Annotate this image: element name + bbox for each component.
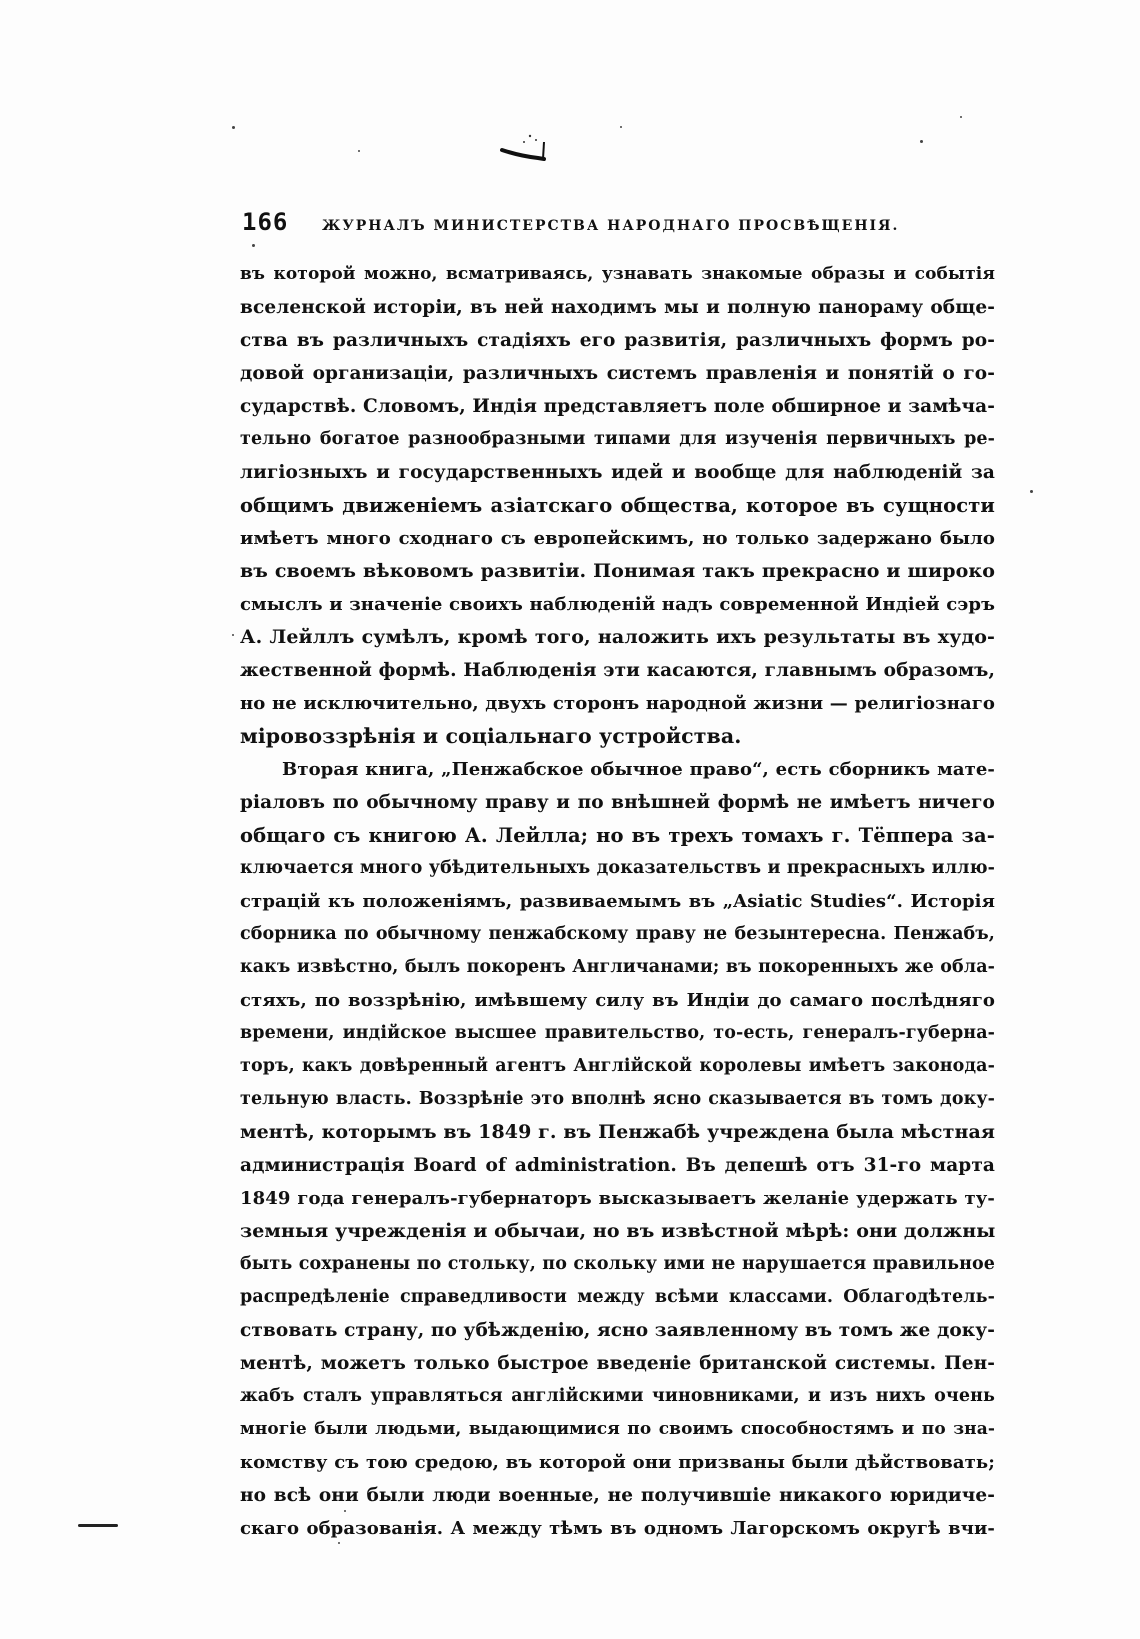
text-line: скаго образованія. А между тѣмъ въ одномъ Лагорскомъ округѣ вчи- <box>240 1518 995 1539</box>
scan-speck <box>252 244 255 247</box>
text-line: ментѣ, можетъ только быстрое введеніе британской системы. Пен- <box>240 1353 995 1374</box>
scan-speck <box>358 150 360 152</box>
page-header <box>242 208 992 238</box>
scan-speck <box>620 126 622 128</box>
text-line: общаго съ книгою А. Лейлла; но въ трехъ томахъ г. Тёппера за- <box>240 824 995 847</box>
text-line: торъ, какъ довѣренный агентъ Англійской королевы имѣетъ законода- <box>240 1056 995 1076</box>
running-head: ЖУРНАЛЪ МИНИСТЕРСТВА НАРОДНАГО ПРОСВѢЩЕНІЯ. <box>322 218 900 234</box>
text-line: комству съ тою средою, въ которой они призваны были дѣйствовать; <box>240 1452 995 1473</box>
paragraph-start: Вторая книга, „Пенжабское обычное право“, есть сборникъ мате- <box>282 759 995 780</box>
text-line: сударствѣ. Словомъ, Индія представляетъ поле обширное и замѣча- <box>240 396 995 417</box>
text-line: какъ извѣстно, былъ покоренъ Англичанами; въ покоренныхъ же обла- <box>240 957 995 977</box>
text-line: распредѣленіе справедливости между всѣми классами. Облагодѣтель- <box>240 1287 995 1307</box>
text-line: быть сохранены по стольку, по скольку ими не нарушается правильное <box>240 1254 995 1274</box>
text-line: въ своемъ вѣковомъ развитіи. Понимая такъ прекрасно и широко <box>240 560 995 582</box>
text-line: стяхъ, по воззрѣнію, имѣвшему силу въ Индіи до самаго послѣдняго <box>240 990 995 1011</box>
body-text <box>240 258 995 1545</box>
text-line: времени, индійское высшее правительство, то-есть, генералъ-губерна- <box>240 1023 995 1043</box>
scan-speck <box>344 1510 346 1512</box>
margin-mark <box>78 1524 118 1527</box>
scan-speck <box>920 140 923 143</box>
text-line: жественной формѣ. Наблюденія эти касаются, главнымъ образомъ, <box>240 660 995 681</box>
text-line: страцій къ положеніямъ, развиваемымъ въ „Asiatic Studies“. Исторія <box>240 891 995 912</box>
text-line: въ которой можно, всматриваясь, узнавать знакомые образы и событія <box>240 264 995 284</box>
page-number: 166 <box>242 208 289 236</box>
text-line: ства въ различныхъ стадіяхъ его развитія, различныхъ формъ ро- <box>240 330 995 351</box>
text-line: общимъ движеніемъ азіатскаго общества, которое въ сущности <box>240 494 995 517</box>
scan-speck <box>338 1542 340 1544</box>
text-line: вселенской исторіи, въ ней находимъ мы и полную панораму обще- <box>240 297 995 318</box>
text-line: но всѣ они были люди военные, не получившіе никакого юридиче- <box>240 1485 995 1506</box>
text-line: многіе были людьми, выдающимися по своимъ способностямъ и по зна- <box>240 1419 995 1439</box>
text-line: ріаловъ по обычному праву и по внѣшней формѣ не имѣетъ ничего <box>240 792 995 813</box>
text-line: ключается много убѣдительныхъ доказательствъ и прекрасныхъ иллю- <box>240 858 995 878</box>
text-line: имѣетъ много сходнаго съ европейскимъ, но только задержано было <box>240 528 995 549</box>
text-line: ствовать страну, по убѣжденію, ясно заявленному въ томъ же доку- <box>240 1320 995 1341</box>
text-line: но не исключительно, двухъ сторонъ народной жизни — религіознаго <box>240 693 995 714</box>
text-line: тельно богатое разнообразными типами для изученія первичныхъ ре- <box>240 429 995 449</box>
text-line: міровоззрѣнія и соціальнаго устройства. <box>240 724 742 748</box>
text-line: сборника по обычному пенжабскому праву не безынтересна. Пенжабъ, <box>240 924 995 944</box>
scan-speck <box>1030 490 1033 493</box>
text-line: жабъ сталъ управляться англійскими чиновниками, и изъ нихъ очень <box>240 1386 995 1406</box>
text-line: А. Лейллъ сумѣлъ, кромѣ того, наложить ихъ результаты въ худо- <box>240 626 995 648</box>
scan-speck <box>960 116 962 118</box>
text-line: довой организаціи, различныхъ системъ правленія и понятій о го- <box>240 363 995 384</box>
text-line: 1849 года генералъ-губернаторъ высказываетъ желаніе удержать ту- <box>240 1188 995 1209</box>
text-line: ментѣ, которымъ въ 1849 г. въ Пенжабѣ учреждена была мѣстная <box>240 1121 995 1143</box>
text-line: земныя учрежденія и обычаи, но въ извѣстной мѣрѣ: они должны <box>240 1220 996 1242</box>
text-line: лигіозныхъ и государственныхъ идей и вообще для наблюденій за <box>240 462 995 483</box>
text-line: тельную власть. Воззрѣніе это вполнѣ ясно сказывается въ томъ доку- <box>240 1089 995 1109</box>
scan-speck <box>232 634 234 636</box>
ornament-mark <box>500 128 570 168</box>
scan-speck <box>232 126 235 129</box>
text-line: администрація Board of administration. Въ депешѣ отъ 31-го марта <box>240 1155 995 1176</box>
text-line: смыслъ и значеніе своихъ наблюденій надъ современной Индіей сэръ <box>240 594 995 615</box>
